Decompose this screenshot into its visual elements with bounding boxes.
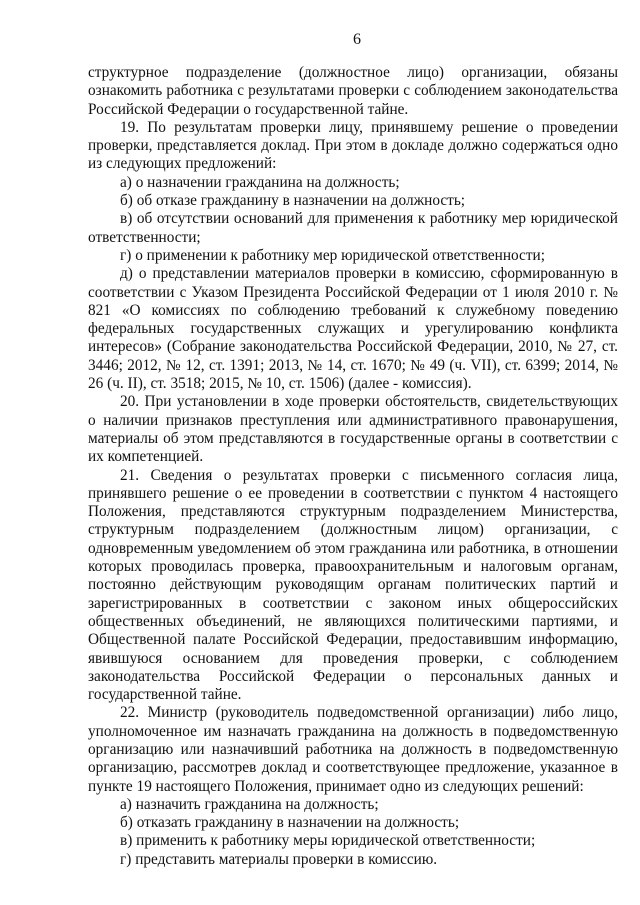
subitem-19-b: б) об отказе гражданину в назначении на должность; xyxy=(120,192,466,210)
subitem-22-g: г) представить материалы проверки в комиссию. xyxy=(120,850,438,868)
subitem-19-d: д) о представлении материалов проверки в комиссию, сформированную в соответствии с Указом Президента Российской Федерации от 1 июля 2010 г. № 821 «О комиссиях по соблюдению требований к служебному поведению федеральных государственных служащих и урегулированию конфликта интересов» (Собрание законодательства Российской Федерации, 2010, № 27, ст. 3446; 2012, № 12, ст. 1391; 2013, № 14, ст. 1670; № 49 (ч. VII), ст. 6399; 2014, № 26 (ч. II), ст. 3518; 2015, № 10, ст. 1506) (далее - комиссия). xyxy=(88,265,618,393)
document-body xyxy=(88,64,618,869)
paragraph-continuation: структурное подразделение (должностное лицо) организации, обязаны ознакомить работника с результатами проверки с соблюдением законодательства Российской Федерации о государственной тайне. xyxy=(88,64,618,118)
paragraph-item-22: 22. Министр (руководитель подведомственной организации) либо лицо, уполномоченное им назначать гражданина на должность в подведомственную организацию или назначивший работника на должность в подведомственную организацию, рассмотрев доклад и соответствующее предложение, указанное в пункте 19 настоящего Положения, принимает одно из следующих решений: xyxy=(88,704,618,795)
document-page xyxy=(88,30,618,869)
paragraph-item-19: 19. По результатам проверки лицу, принявшему решение о проведении проверки, представляется доклад. При этом в докладе должно содержаться одно из следующих предложений: xyxy=(88,118,618,173)
subitem-19-a: а) о назначении гражданина на должность; xyxy=(120,173,400,191)
page-number: 6 xyxy=(353,31,361,48)
paragraph-item-20: 20. При установлении в ходе проверки обстоятельств, свидетельствующих о наличии признаков преступления или административного правонарушения, материалы об этом представляются в государственные органы в соответствии с их компетенцией. xyxy=(88,393,618,466)
subitem-22-v: в) применить к работнику меры юридической ответственности; xyxy=(120,832,536,850)
paragraph-item-21: 21. Сведения о результатах проверки с письменного согласия лица, принявшего решение о ее проведении в соответствии с пунктом 4 настоящего Положения, представляются структурным подразделением Министерства, структурным подразделением (должностным лицом) организации, с одновременным уведомлением об этом гражданина или работника, в отношении которых проводилась проверка, правоохранительным и налоговым органам, постоянно действующим руководящим органам политических партий и зарегистрированных в соответствии с законом иных общероссийских общественных объединений, не являющихся политическими партиями, и Общественной палате Российской Федерации, предоставившим информацию, явившуюся основанием для проведения проверки, с соблюдением законодательства Российской Федерации о персональных данных и государственной тайне. xyxy=(88,466,618,704)
subitem-19-g: г) о применении к работнику мер юридической ответственности; xyxy=(120,246,545,264)
subitem-22-a: а) назначить гражданина на должность; xyxy=(120,795,379,813)
subitem-19-v: в) об отсутствии оснований для применения к работнику мер юридической ответственности; xyxy=(88,210,618,246)
subitem-22-b: б) отказать гражданину в назначении на должность; xyxy=(120,814,460,832)
